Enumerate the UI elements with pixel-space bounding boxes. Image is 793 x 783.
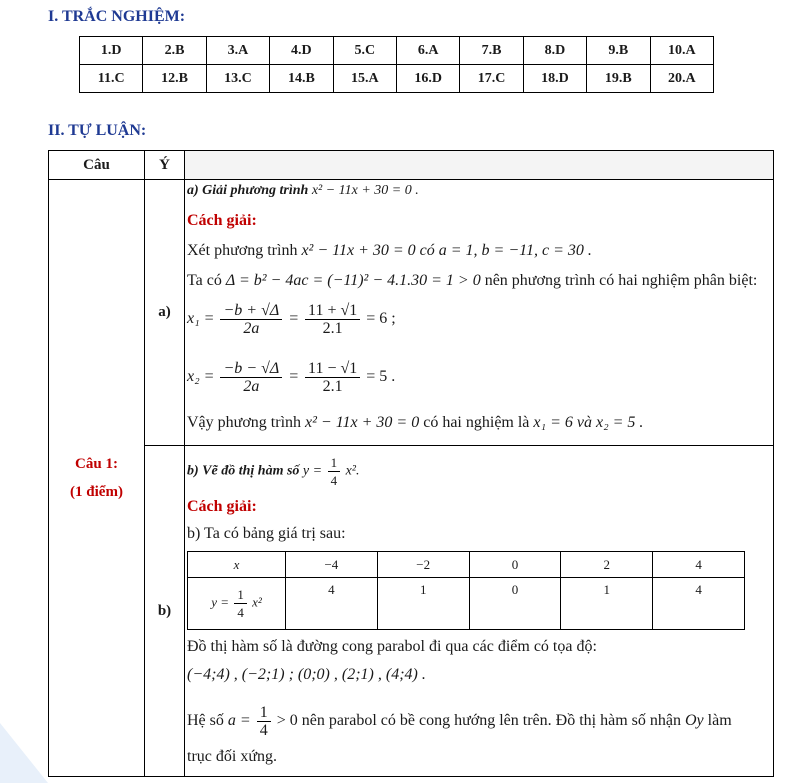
conclusion-equation: x² − 11x + 30 = 0	[305, 414, 420, 431]
func-denominator: 4	[330, 473, 338, 488]
answer-cell: 7.B	[460, 37, 523, 65]
part-a-content	[185, 180, 774, 446]
answer-cell: 17.C	[460, 65, 523, 93]
coef-numerator: 1	[257, 704, 271, 722]
x-label: x	[188, 552, 286, 578]
part-a-title-equation: x² − 11x + 30 = 0 .	[311, 183, 419, 198]
delta-conclusion: nên phương trình có hai nghiệm phân biệt:	[484, 272, 758, 289]
section-title-essay: II. TỰ LUẬN:	[48, 122, 147, 139]
conclusion-text1: Vậy phương trình	[187, 414, 302, 431]
y-label-rhs: x²	[252, 594, 262, 610]
answer-cell: 11.C	[80, 65, 143, 93]
answer-cell: 5.C	[333, 37, 396, 65]
answer-cell: 6.A	[396, 37, 459, 65]
x1-numerator: −b + √Δ	[220, 302, 282, 320]
part-b-label: b)	[145, 446, 185, 777]
answer-cell: 9.B	[587, 37, 650, 65]
answer-cell: 10.A	[650, 37, 713, 65]
axis-label: Oy	[684, 712, 704, 730]
part-b-symmetry: trục đối xứng.	[187, 748, 277, 765]
answer-key-table	[79, 36, 714, 93]
func-numerator: 1	[328, 454, 341, 472]
answer-cell: 2.B	[143, 37, 206, 65]
coef-text1: Hệ số	[187, 712, 224, 730]
part-b-method: Cách giải:	[187, 498, 257, 515]
x2-formula: x₂ = $\frac{-b - √\Delta}{2a}$ = $\frac{11 - √1}{2.1}$ = 5 .	[187, 360, 396, 395]
essay-table	[48, 150, 774, 777]
delta-formula: Δ = b² − 4ac = (−11)² − 4.1.30 = 1 > 0	[225, 272, 481, 289]
part-b-func-rhs: x².	[345, 463, 360, 479]
x2-denominator: 2a	[243, 378, 260, 395]
answer-cell: 1.D	[80, 37, 143, 65]
x2-denominator-value: 2.1	[322, 378, 343, 395]
part-b-func-lhs: y =	[302, 463, 323, 479]
question-label: Câu 1:	[75, 456, 118, 472]
x-value: −2	[377, 552, 469, 578]
x-value: 0	[469, 552, 561, 578]
answer-row	[80, 37, 714, 65]
question-cell	[49, 180, 145, 777]
y-label-lhs: y =	[211, 594, 230, 610]
part-a-title-text: a) Giải phương trình	[187, 183, 309, 198]
answer-cell: 4.D	[270, 37, 333, 65]
x-value: 4	[653, 552, 745, 578]
y-value: 4	[286, 578, 378, 630]
conclusion-roots: x₁ = 6 và x₂ = 5 .	[533, 414, 644, 431]
header-cau: Câu	[49, 151, 145, 180]
answer-cell: 13.C	[206, 65, 269, 93]
part-b-intro: b) Ta có bảng giá trị sau:	[187, 525, 346, 542]
answer-cell: 14.B	[270, 65, 333, 93]
delta-intro: Ta có	[187, 272, 222, 289]
header-blank	[185, 151, 774, 180]
y-label-denominator: 4	[237, 605, 244, 620]
answer-cell: 12.B	[143, 65, 206, 93]
x1-result: = 6 ;	[366, 310, 396, 328]
x1-denominator: 2a	[243, 320, 260, 337]
part-a-label: a)	[145, 180, 185, 446]
y-value: 4	[653, 578, 745, 630]
part-b-content	[185, 446, 774, 777]
answer-cell: 15.A	[333, 65, 396, 93]
x2-result: = 5 .	[366, 368, 396, 386]
coef-text2: nên parabol có bề cong hướng lên trên. Đồ thị hàm số nhận	[301, 712, 681, 730]
coef-denominator: 4	[259, 722, 268, 739]
answer-cell: 18.D	[523, 65, 586, 93]
line1-text: Xét phương trình	[187, 242, 298, 259]
y-value: 0	[469, 578, 561, 630]
section-title-multiple-choice: I. TRẮC NGHIỆM:	[48, 8, 186, 25]
header-y: Ý	[145, 151, 185, 180]
x1-numerator-value: 11 + √1	[305, 302, 360, 320]
coef-text3: làm	[707, 712, 732, 730]
part-b-title-text: b) Vẽ đồ thị hàm số	[187, 463, 300, 479]
part-b-text1: Đồ thị hàm số là đường cong parabol đi qua các điểm có tọa độ:	[187, 638, 597, 655]
answer-cell: 16.D	[396, 65, 459, 93]
y-value: 1	[561, 578, 653, 630]
coef-lhs: a =	[227, 712, 251, 730]
x2-numerator-value: 11 − √1	[305, 360, 360, 378]
answer-row	[80, 65, 714, 93]
x1-formula: x₁ = $\frac{-b + √\Delta}{2a}$ = $\frac{11 + √1}{2.1}$ = 6 ;	[187, 302, 396, 337]
answer-cell: 20.A	[650, 65, 713, 93]
x-value: 2	[561, 552, 653, 578]
y-label-numerator: 1	[234, 586, 247, 604]
answer-cell: 3.A	[206, 37, 269, 65]
part-a-method: Cách giải:	[187, 212, 257, 229]
x1-lhs: x₁ =	[187, 310, 215, 328]
x1-denominator-value: 2.1	[322, 320, 343, 337]
y-value: 1	[377, 578, 469, 630]
line1-coefficients: có a = 1, b = −11, c = 30 .	[419, 242, 592, 259]
x2-numerator: −b − √Δ	[220, 360, 282, 378]
line1-equation: x² − 11x + 30 = 0	[301, 242, 416, 259]
decorative-corner	[0, 723, 48, 783]
answer-cell: 19.B	[587, 65, 650, 93]
conclusion-text2: có hai nghiệm là	[423, 414, 530, 431]
coef-rhs: > 0	[276, 712, 298, 730]
x-value: −4	[286, 552, 378, 578]
question-points: (1 điểm)	[70, 484, 123, 500]
x2-lhs: x₂ =	[187, 368, 215, 386]
part-b-points: (−4;4) , (−2;1) ; (0;0) , (2;1) , (4;4) .	[187, 666, 426, 683]
answer-cell: 8.D	[523, 37, 586, 65]
